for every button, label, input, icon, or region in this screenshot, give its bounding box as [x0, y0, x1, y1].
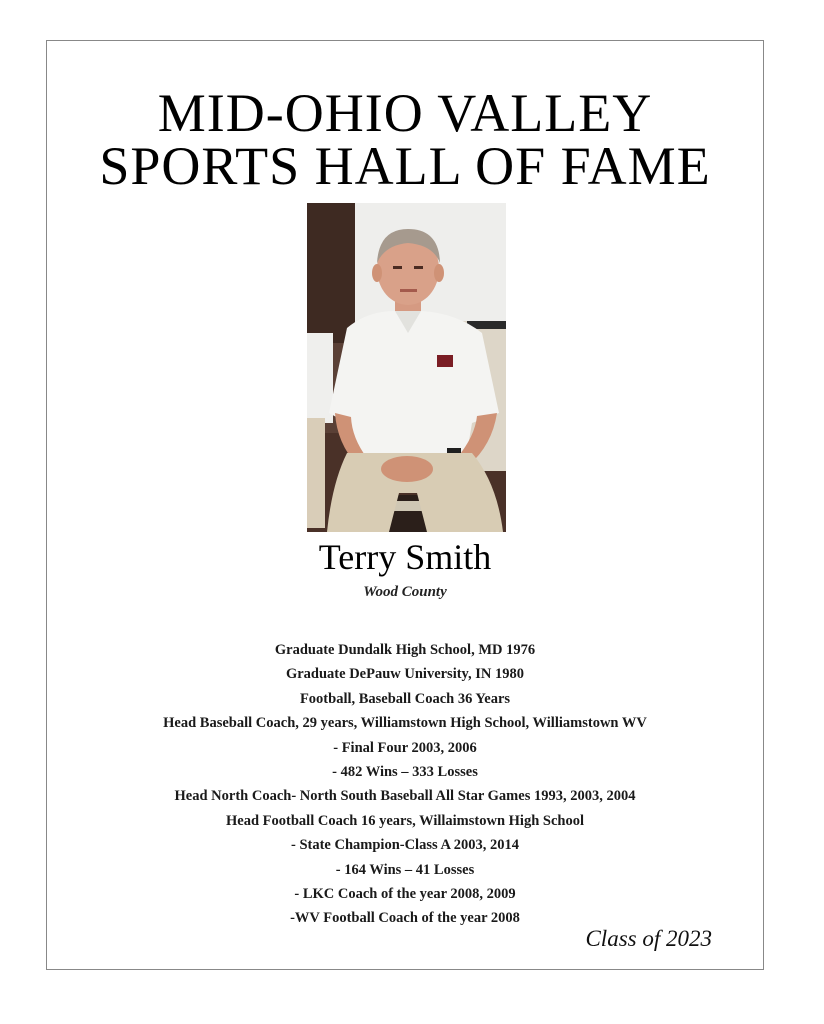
- bio-line: - Final Four 2003, 2006: [333, 739, 477, 756]
- inductee-photo: [307, 203, 506, 532]
- inductee-name: Terry Smith: [318, 537, 492, 577]
- bio-line: Head North Coach- North South Baseball All Star Games 1993, 2003, 2004: [174, 788, 636, 805]
- bio-line: - 482 Wins – 333 Losses: [332, 764, 478, 781]
- bio-line: Head Baseball Coach, 29 years, Williamstown High School, Williamstown WV: [163, 715, 647, 732]
- bio-line: -WV Football Coach of the year 2008: [290, 910, 520, 927]
- bio-line: - State Champion-Class A 2003, 2014: [291, 837, 519, 854]
- bio-line: - 164 Wins – 41 Losses: [335, 861, 475, 878]
- bio-line: Graduate Dundalk High School, MD 1976: [274, 642, 536, 658]
- bio-line: - LKC Coach of the year 2008, 2009: [294, 886, 516, 903]
- bio-line: Football, Baseball Coach 36 Years: [299, 690, 511, 707]
- inductee-county: Wood County: [363, 584, 447, 600]
- bio-list: [46, 638, 764, 931]
- class-year-label: Class of 2023: [585, 926, 712, 951]
- page-title-line-1: MID-OHIO VALLEY: [157, 83, 653, 143]
- bio-line: Head Football Coach 16 years, Willaimstown High School: [226, 812, 584, 829]
- bio-line: Graduate DePauw University, IN 1980: [285, 666, 525, 683]
- page-title-line-2: SPORTS HALL OF FAME: [99, 136, 711, 196]
